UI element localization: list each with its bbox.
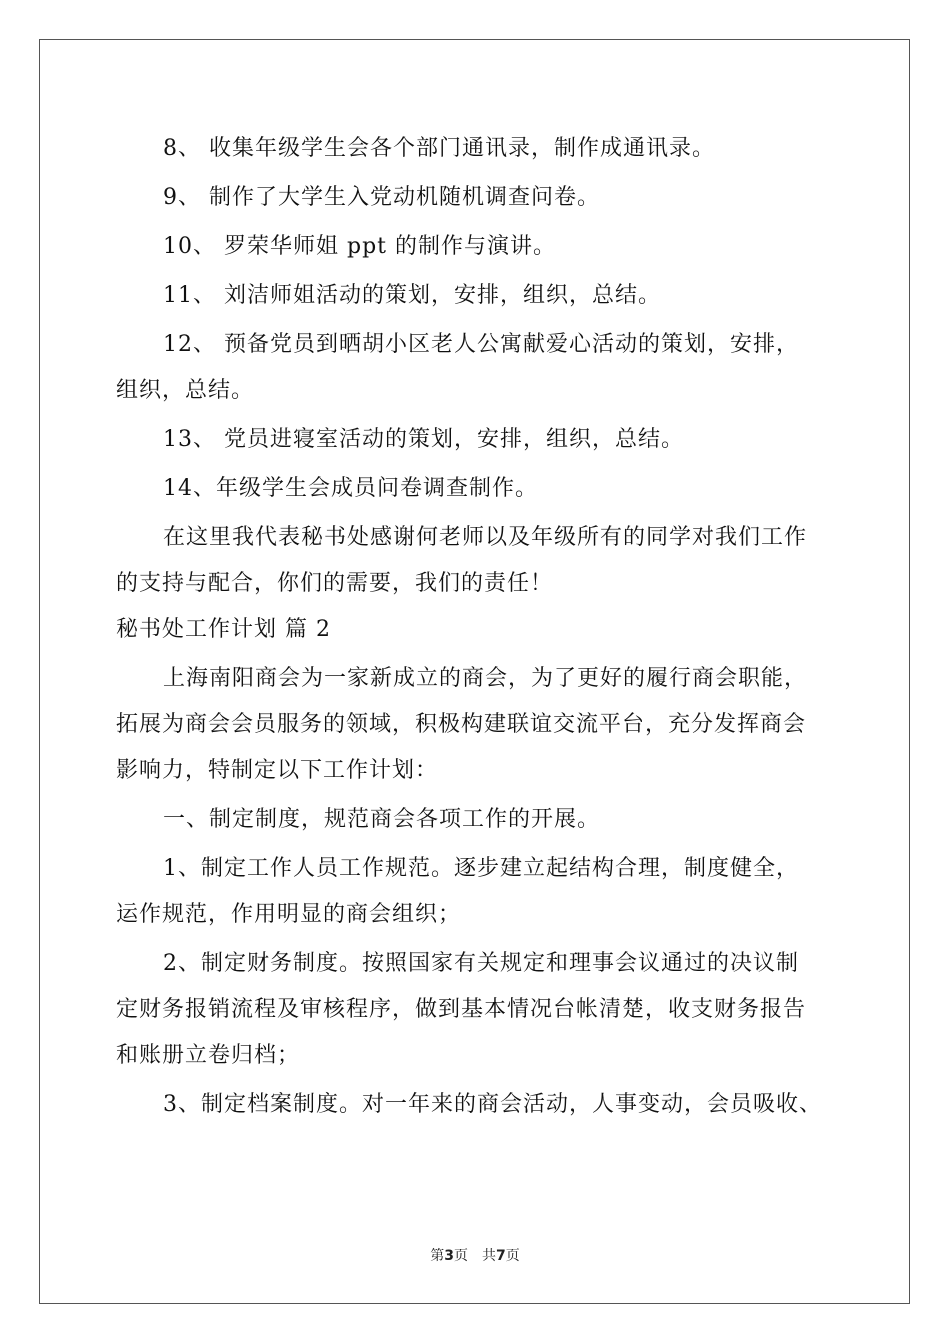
thanks-paragraph: 在这里我代表秘书处感谢何老师以及年级所有的同学对我们工作 xyxy=(163,525,808,550)
section-heading: 秘书处工作计划 篇 2 xyxy=(116,617,331,642)
footer-suffix: 页 xyxy=(505,1248,520,1264)
document-body xyxy=(116,130,836,1123)
thanks-paragraph-continued: 的支持与配合，你们的需要，我们的责任！ xyxy=(116,571,554,596)
list-item-14: 14、年级学生会成员问卷调查制作。 xyxy=(163,476,538,501)
footer-middle: 页 共 xyxy=(454,1248,496,1264)
list-item-10: 10、 罗荣华师姐 ppt 的制作与演讲。 xyxy=(163,234,556,259)
plan-heading-1: 一、制定制度，规范商会各项工作的开展。 xyxy=(163,807,601,832)
total-pages-number: 7 xyxy=(496,1248,506,1264)
intro-paragraph-line-2: 拓展为商会会员服务的领域，积极构建联谊交流平台，充分发挥商会 xyxy=(116,712,807,737)
list-item-12-continued: 组织，总结。 xyxy=(116,378,255,403)
plan-item-2-line-3: 和账册立卷归档； xyxy=(116,1043,301,1068)
plan-item-1-continued: 运作规范，作用明显的商会组织； xyxy=(116,902,462,927)
list-item-12: 12、 预备党员到晒胡小区老人公寓献爱心活动的策划，安排， xyxy=(163,332,799,357)
plan-item-2-line-2: 定财务报销流程及审核程序，做到基本情况台帐清楚，收支财务报告 xyxy=(116,997,807,1022)
list-item-11: 11、 刘洁师姐活动的策划，安排，组织，总结。 xyxy=(163,283,661,308)
list-item-8: 8、 收集年级学生会各个部门通讯录，制作成通讯录。 xyxy=(163,136,715,161)
plan-item-2: 2、制定财务制度。按照国家有关规定和理事会议通过的决议制 xyxy=(163,951,799,976)
current-page-number: 3 xyxy=(444,1248,454,1264)
footer-prefix: 第 xyxy=(430,1248,445,1264)
plan-item-3: 3、制定档案制度。对一年来的商会活动，人事变动，会员吸收、 xyxy=(163,1092,822,1117)
plan-item-1: 1、制定工作人员工作规范。逐步建立起结构合理，制度健全， xyxy=(163,856,799,881)
list-item-13: 13、 党员进寝室活动的策划，安排，组织，总结。 xyxy=(163,427,684,452)
page-footer xyxy=(0,1245,950,1265)
intro-paragraph: 上海南阳商会为一家新成立的商会，为了更好的履行商会职能， xyxy=(163,666,808,691)
intro-paragraph-line-3: 影响力，特制定以下工作计划： xyxy=(116,758,439,783)
list-item-9: 9、 制作了大学生入党动机随机调查问卷。 xyxy=(163,185,600,210)
